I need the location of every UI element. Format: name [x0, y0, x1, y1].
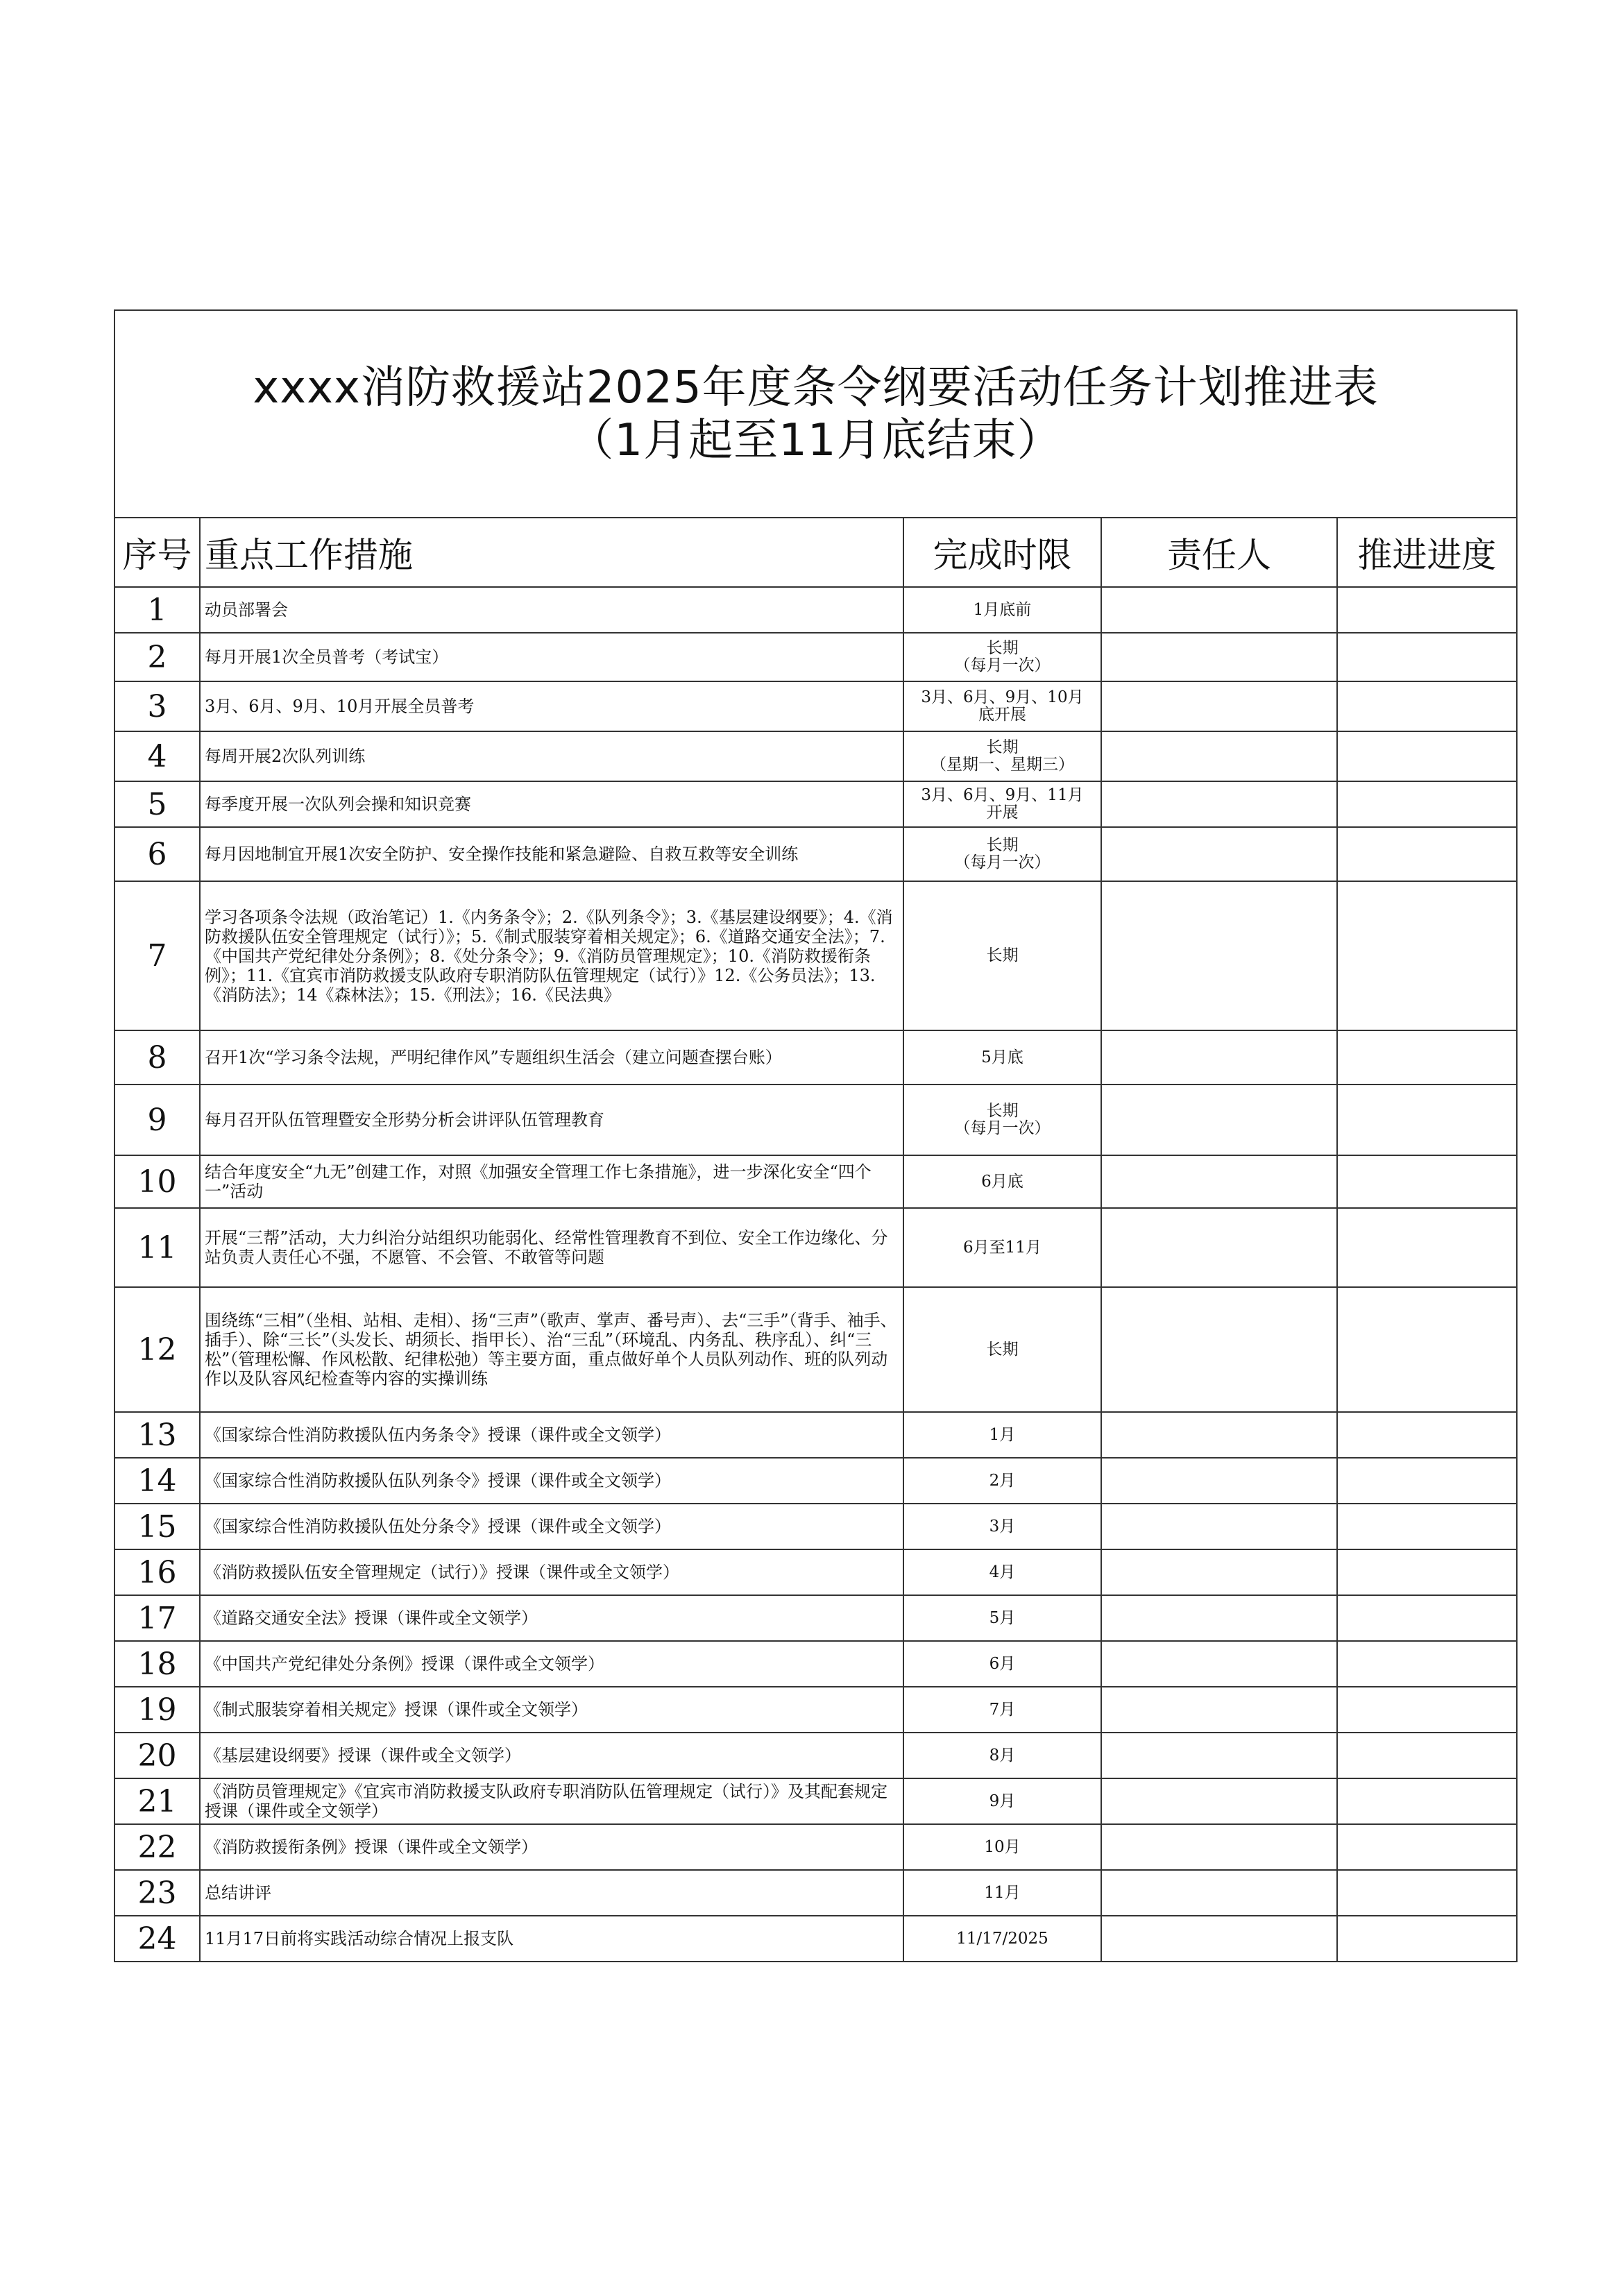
row-owner — [1101, 1287, 1337, 1412]
row-task: 《基层建设纲要》授课（课件或全文领学） — [200, 1733, 903, 1778]
row-deadline: 5月 — [903, 1595, 1101, 1641]
header-deadline: 完成时限 — [903, 518, 1101, 587]
row-owner — [1101, 1085, 1337, 1155]
row-owner — [1101, 1549, 1337, 1595]
row-owner — [1101, 1687, 1337, 1733]
row-deadline: 9月 — [903, 1778, 1101, 1824]
table-row — [114, 781, 1517, 827]
table-row — [114, 1030, 1517, 1085]
row-task: 11月17日前将实践活动综合情况上报支队 — [200, 1916, 903, 1962]
row-task: 《消防救援衔条例》授课（课件或全文领学） — [200, 1824, 903, 1870]
header-progress: 推进进度 — [1337, 518, 1517, 587]
row-deadline: 长期 （每月一次） — [903, 827, 1101, 881]
row-deadline: 长期 （每月一次） — [903, 633, 1101, 681]
row-task: 《国家综合性消防救援队伍处分条令》授课（课件或全文领学） — [200, 1504, 903, 1549]
row-task: 围绕练“三相”（坐相、站相、走相）、扬“三声”（歌声、掌声、番号声）、去“三手”（背手、袖手、插手）、除“三长”（头发长、胡须长、指甲长）、治“三乱”（环境乱、内务乱、秩序乱）、纠“三松”（管理松懈、作风松散、纪律松弛）等主要方面，重点做好单个人员队列动作、班的队列动作以及队容风纪检查等内容的实操训练 — [200, 1287, 903, 1412]
row-owner — [1101, 1412, 1337, 1458]
row-number: 18 — [114, 1641, 200, 1687]
row-progress — [1337, 1412, 1517, 1458]
row-deadline: 4月 — [903, 1549, 1101, 1595]
row-number: 7 — [114, 881, 200, 1030]
row-task: 总结讲评 — [200, 1870, 903, 1916]
row-deadline: 3月 — [903, 1504, 1101, 1549]
table-row — [114, 827, 1517, 881]
row-progress — [1337, 1595, 1517, 1641]
row-number: 22 — [114, 1824, 200, 1870]
row-owner — [1101, 731, 1337, 781]
table-row — [114, 1549, 1517, 1595]
row-number: 3 — [114, 681, 200, 731]
row-deadline: 11/17/2025 — [903, 1916, 1101, 1962]
row-owner — [1101, 1458, 1337, 1504]
row-number: 1 — [114, 587, 200, 633]
row-task: 《消防救援队伍安全管理规定（试行）》授课（课件或全文领学） — [200, 1549, 903, 1595]
table-row — [114, 1916, 1517, 1962]
row-task: 每月因地制宜开展1次安全防护、安全操作技能和紧急避险、自救互救等安全训练 — [200, 827, 903, 881]
title-row — [114, 310, 1517, 518]
table-row — [114, 881, 1517, 1030]
row-owner — [1101, 1208, 1337, 1287]
row-progress — [1337, 1824, 1517, 1870]
row-deadline: 7月 — [903, 1687, 1101, 1733]
row-task: 每季度开展一次队列会操和知识竞赛 — [200, 781, 903, 827]
row-owner — [1101, 1155, 1337, 1208]
row-progress — [1337, 1641, 1517, 1687]
table-row — [114, 633, 1517, 681]
title-cell — [114, 310, 1517, 518]
table-row — [114, 1412, 1517, 1458]
plan-table — [114, 309, 1518, 1962]
row-deadline: 1月底前 — [903, 587, 1101, 633]
row-owner — [1101, 681, 1337, 731]
table-row — [114, 1458, 1517, 1504]
row-progress — [1337, 1287, 1517, 1412]
row-deadline: 6月 — [903, 1641, 1101, 1687]
row-number: 21 — [114, 1778, 200, 1824]
row-owner — [1101, 1778, 1337, 1824]
table-row — [114, 1595, 1517, 1641]
row-number: 24 — [114, 1916, 200, 1962]
row-deadline: 3月、6月、9月、11月 开展 — [903, 781, 1101, 827]
row-deadline: 11月 — [903, 1870, 1101, 1916]
row-number: 23 — [114, 1870, 200, 1916]
table-title: xxxx消防救援站2025年度条令纲要活动任务计划推进表 — [253, 362, 1379, 414]
table-row — [114, 1687, 1517, 1733]
row-number: 2 — [114, 633, 200, 681]
row-task: 结合年度安全“九无”创建工作，对照《加强安全管理工作七条措施》，进一步深化安全“四个一”活动 — [200, 1155, 903, 1208]
table-row — [114, 1778, 1517, 1824]
row-owner — [1101, 1504, 1337, 1549]
row-task: 《中国共产党纪律处分条例》授课（课件或全文领学） — [200, 1641, 903, 1687]
table-row — [114, 1733, 1517, 1778]
row-progress — [1337, 1458, 1517, 1504]
table-row — [114, 731, 1517, 781]
row-number: 12 — [114, 1287, 200, 1412]
row-progress — [1337, 881, 1517, 1030]
table-row — [114, 1208, 1517, 1287]
row-number: 6 — [114, 827, 200, 881]
row-progress — [1337, 1549, 1517, 1595]
header-row — [114, 518, 1517, 587]
row-task: 每周开展2次队列训练 — [200, 731, 903, 781]
row-task: 开展“三帮”活动，大力纠治分站组织功能弱化、经常性管理教育不到位、安全工作边缘化、分站负责人责任心不强，不愿管、不会管、不敢管等问题 — [200, 1208, 903, 1287]
header-no: 序号 — [114, 518, 200, 587]
row-progress — [1337, 731, 1517, 781]
table-row — [114, 1641, 1517, 1687]
table-row — [114, 1287, 1517, 1412]
row-owner — [1101, 1030, 1337, 1085]
row-progress — [1337, 827, 1517, 881]
row-progress — [1337, 1155, 1517, 1208]
row-task: 3月、6月、9月、10月开展全员普考 — [200, 681, 903, 731]
row-owner — [1101, 781, 1337, 827]
row-progress — [1337, 781, 1517, 827]
row-number: 19 — [114, 1687, 200, 1733]
row-number: 17 — [114, 1595, 200, 1641]
row-progress — [1337, 1687, 1517, 1733]
table-row — [114, 587, 1517, 633]
row-owner — [1101, 633, 1337, 681]
row-progress — [1337, 1030, 1517, 1085]
row-progress — [1337, 1916, 1517, 1962]
row-owner — [1101, 827, 1337, 881]
table-row — [114, 681, 1517, 731]
row-deadline: 长期 — [903, 1287, 1101, 1412]
table-row — [114, 1504, 1517, 1549]
row-number: 9 — [114, 1085, 200, 1155]
row-deadline: 10月 — [903, 1824, 1101, 1870]
row-owner — [1101, 881, 1337, 1030]
row-deadline: 5月底 — [903, 1030, 1101, 1085]
row-task: 召开1次“学习条令法规，严明纪律作风”专题组织生活会（建立问题查摆台账） — [200, 1030, 903, 1085]
table-row — [114, 1155, 1517, 1208]
row-task: 《制式服装穿着相关规定》授课（课件或全文领学） — [200, 1687, 903, 1733]
row-progress — [1337, 1208, 1517, 1287]
row-progress — [1337, 1870, 1517, 1916]
row-progress — [1337, 1733, 1517, 1778]
row-number: 14 — [114, 1458, 200, 1504]
row-number: 15 — [114, 1504, 200, 1549]
row-deadline: 3月、6月、9月、10月 底开展 — [903, 681, 1101, 731]
row-progress — [1337, 1778, 1517, 1824]
row-task: 《道路交通安全法》授课（课件或全文领学） — [200, 1595, 903, 1641]
row-deadline: 长期 — [903, 881, 1101, 1030]
row-number: 13 — [114, 1412, 200, 1458]
row-owner — [1101, 1595, 1337, 1641]
table-row — [114, 1824, 1517, 1870]
row-owner — [1101, 1824, 1337, 1870]
row-number: 8 — [114, 1030, 200, 1085]
row-progress — [1337, 1085, 1517, 1155]
row-deadline: 长期 （每月一次） — [903, 1085, 1101, 1155]
row-progress — [1337, 681, 1517, 731]
row-owner — [1101, 1870, 1337, 1916]
row-number: 20 — [114, 1733, 200, 1778]
row-task: 每月开展1次全员普考（考试宝） — [200, 633, 903, 681]
row-task: 动员部署会 — [200, 587, 903, 633]
row-deadline: 6月至11月 — [903, 1208, 1101, 1287]
row-owner — [1101, 1641, 1337, 1687]
row-deadline: 长期 （星期一、星期三） — [903, 731, 1101, 781]
row-number: 4 — [114, 731, 200, 781]
row-number: 16 — [114, 1549, 200, 1595]
table-row — [114, 1870, 1517, 1916]
table-row — [114, 1085, 1517, 1155]
row-number: 11 — [114, 1208, 200, 1287]
row-task: 每月召开队伍管理暨安全形势分析会讲评队伍管理教育 — [200, 1085, 903, 1155]
row-deadline: 8月 — [903, 1733, 1101, 1778]
header-owner: 责任人 — [1101, 518, 1337, 587]
table-subtitle: （1月起至11月底结束） — [569, 414, 1062, 466]
row-task: 《国家综合性消防救援队伍内务条令》授课（课件或全文领学） — [200, 1412, 903, 1458]
row-task: 《消防员管理规定》《宜宾市消防救援支队政府专职消防队伍管理规定（试行）》及其配套规定授课（课件或全文领学） — [200, 1778, 903, 1824]
row-owner — [1101, 1916, 1337, 1962]
row-task: 《国家综合性消防救援队伍队列条令》授课（课件或全文领学） — [200, 1458, 903, 1504]
row-owner — [1101, 587, 1337, 633]
row-deadline: 1月 — [903, 1412, 1101, 1458]
row-progress — [1337, 1504, 1517, 1549]
header-task: 重点工作措施 — [200, 518, 903, 587]
row-deadline: 6月底 — [903, 1155, 1101, 1208]
row-progress — [1337, 587, 1517, 633]
row-task: 学习各项条令法规（政治笔记）1.《内务条令》；2.《队列条令》；3.《基层建设纲要》；4.《消防救援队伍安全管理规定（试行）》；5.《制式服装穿着相关规定》；6.《道路交通安全法》；7.《中国共产党纪律处分条例》；8.《处分条令》；9.《消防员管理规定》；10.《消防救援衔条例》；11.《宜宾市消防救援支队政府专职消防队伍管理规定（试行）》12.《公务员法》；13.《消防法》；14《森林法》；15.《刑法》；16.《民法典》 — [200, 881, 903, 1030]
row-number: 10 — [114, 1155, 200, 1208]
row-number: 5 — [114, 781, 200, 827]
row-owner — [1101, 1733, 1337, 1778]
row-progress — [1337, 633, 1517, 681]
row-deadline: 2月 — [903, 1458, 1101, 1504]
